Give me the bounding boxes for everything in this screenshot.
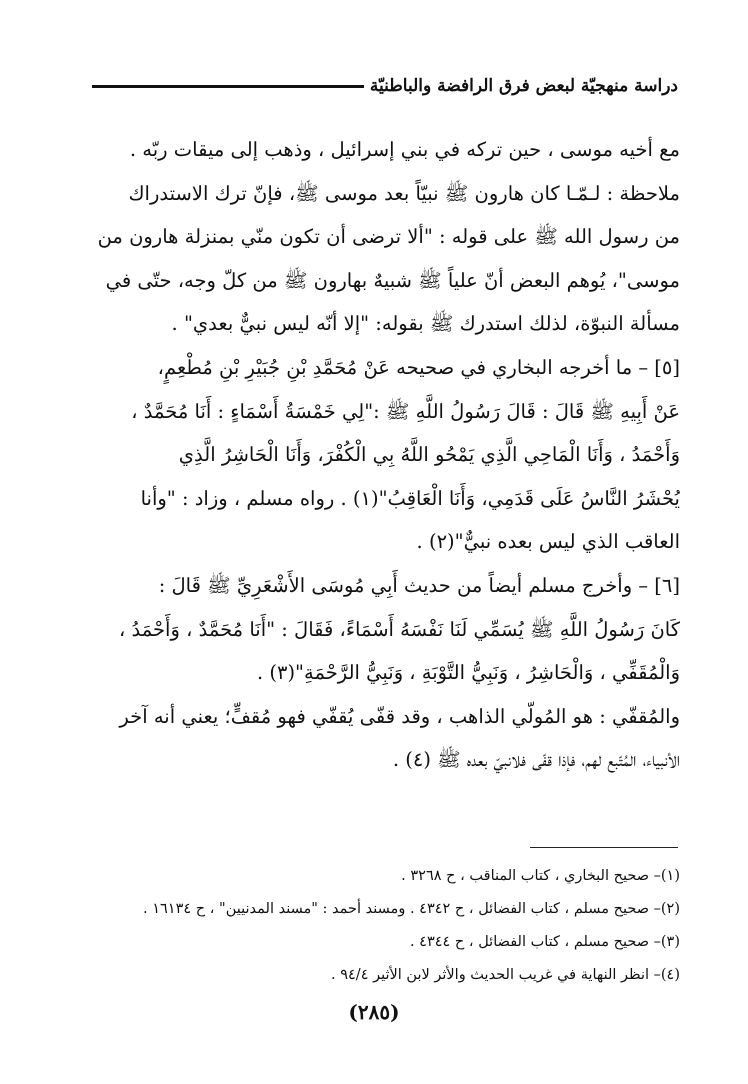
body-line: موسى"، يُوهم البعض أنّ علياً ﷺ شبيهٌ بهارون ﷺ من كلّ وجه، حتّى في: [105, 268, 680, 292]
body-line: من رسول الله ﷺ على قوله : "ألا ترضى أن تكون منّي بمنزلة هارون من: [97, 225, 680, 249]
page-number: (٢٨٥): [348, 1000, 400, 1024]
footnote: (٢)– صحيح مسلم ، كتاب الفضائل ، ح ٤٣٤٢ . ومسند أحمد : "مسند المدنيين" ، ح ١٦١٣٤ .: [143, 901, 680, 917]
header-title: دراسة منهجيّة لبعض فرق الرافضة والباطنيّة: [369, 76, 678, 96]
body-line: ملاحظة : لـمّـا كان هارون ﷺ نبيّاً بعد موسى ﷺ، فإنّ ترك الاستدراك: [128, 181, 680, 205]
body-line: [٥] – ما أخرجه البخاري في صحيحه عَنْ مُحَمَّدِ بْنِ جُبَيْرِ بْنِ مُطْعِمٍ،: [157, 355, 680, 379]
body-line: الأنبياء، المُتّبع لهم، فإذا قفّى فلانبيّ بعده ﷺ (٤) .: [392, 748, 680, 772]
header-rule: [92, 85, 364, 88]
body-line: العاقب الذي ليس بعده نبيٌّ"(٢) .: [416, 530, 680, 554]
footnote: (١)– صحيح البخاري ، كتاب المناقب ، ح ٣٢٦٨ .: [401, 868, 680, 884]
body-line: [٦] – وأخرج مسلم أيضاً من حديث أَبِي مُوسَى الأَشْعَرِيِّ ﷺ قَالَ :: [158, 573, 680, 597]
body-line: عَنْ أَبِيهِ ﷺ قَالَ : قَالَ رَسُولُ اللَّهِ ﷺ :"لِي خَمْسَةُ أَسْمَاءٍ : أَنَا مُحَمَّدٌ ،: [131, 399, 680, 423]
body-text: [92, 128, 680, 782]
footnote-separator: [530, 847, 678, 848]
body-line: وَالْمُقَفِّي ، وَالْحَاشِرُ ، وَنَبِيُّ التَّوْبَةِ ، وَنَبِيُّ الرَّحْمَةِ"(٣) .: [256, 661, 680, 685]
running-header: [92, 62, 678, 96]
body-line: مع أخيه موسى ، حين تركه في بني إسرائيل ، وذهب إلى ميقات ربّه .: [129, 138, 680, 161]
footnote: (٤)– انظر النهاية في غريب الحديث والأثر لابن الأثير ٩٤/٤ .: [331, 967, 680, 983]
footnotes: [92, 860, 680, 992]
footnote: (٣)– صحيح مسلم ، كتاب الفضائل ، ح ٤٣٤٤ .: [409, 934, 680, 950]
body-line: وَأَحْمَدُ ، وَأَنَا الْمَاحِي الَّذِي يَمْحُو اللَّهُ بِي الْكُفْرَ، وَأَنَا الْحَاشِرُ الَّذِي: [178, 443, 680, 467]
body-line: يُحْشَرُ النَّاسُ عَلَى قَدَمِي، وَأَنَا الْعَاقِبُ"(١) . رواه مسلم ، وزاد : "وأنا: [140, 486, 680, 510]
body-line: والمُقفّي : هو المُولّي الذاهب ، وقد قفّى يُقفّي فهو مُقفٍّ؛ يعني أنه آخر: [119, 704, 680, 728]
body-line: مسألة النبوّة، لذلك استدرك ﷺ بقوله: "إلا أنّه ليس نبيٌّ بعدي" .: [171, 312, 680, 336]
body-line: كَانَ رَسُولُ اللَّهِ ﷺ يُسَمِّي لَنَا نَفْسَهُ أَسْمَاءً، فَقَالَ : "أَنَا مُحَمَّدٌ ، وَأَحْمَدُ ،: [119, 617, 680, 641]
